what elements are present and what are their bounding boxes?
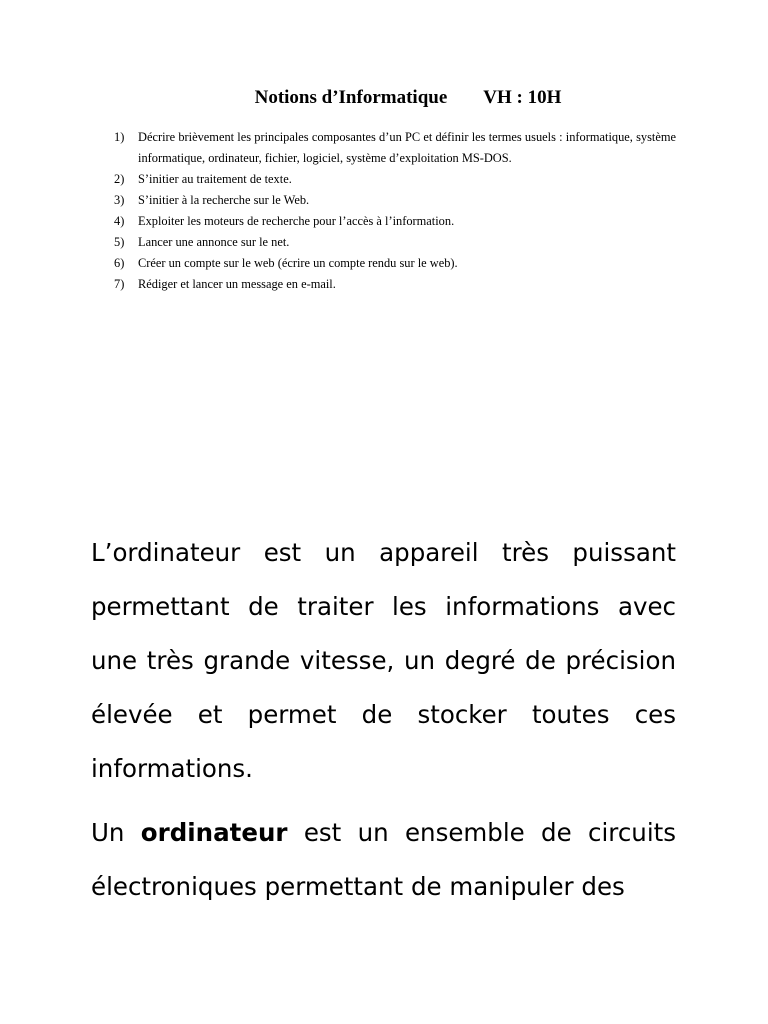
intro-paragraph: L’ordinateur est un appareil très puissant permettant de traiter les informations avec une très grande vitesse, un degré de précision élevée et permet de stocker toutes ces informations. bbox=[91, 538, 676, 783]
list-text: Rédiger et lancer un message en e-mail. bbox=[138, 277, 336, 291]
list-number: 5) bbox=[114, 235, 125, 249]
list-number: 3) bbox=[114, 193, 125, 207]
definition-prefix: Un bbox=[91, 818, 141, 847]
title-text: Notions d’Informatique bbox=[254, 87, 448, 108]
list-number: 4) bbox=[114, 214, 125, 228]
page-title bbox=[0, 86, 768, 110]
list-item bbox=[114, 253, 676, 274]
list-text: S’initier au traitement de texte. bbox=[138, 172, 292, 186]
list-text: Lancer une annonce sur le net. bbox=[138, 235, 290, 249]
list-item bbox=[114, 232, 676, 253]
objectives-list bbox=[114, 127, 676, 295]
list-number: 6) bbox=[114, 256, 125, 270]
list-item bbox=[114, 211, 676, 232]
list-number: 7) bbox=[114, 277, 125, 291]
list-item bbox=[114, 190, 676, 211]
definition-suffix: est un ensemble de circuits électroniques permettant de manipuler des bbox=[91, 818, 676, 901]
list-number: 1) bbox=[114, 130, 125, 144]
definition-term: ordinateur bbox=[140, 818, 288, 847]
list-number: 2) bbox=[114, 172, 125, 186]
list-item bbox=[114, 169, 676, 190]
list-text: Décrire brièvement les principales composantes d’un PC et définir les termes usuels : informatique, système informatique, ordinateur, fichier, logiciel, système d’exploitation MS-DOS. bbox=[138, 130, 676, 165]
definition-paragraph bbox=[91, 806, 676, 914]
list-text: S’initier à la recherche sur le Web. bbox=[138, 193, 310, 207]
list-text: Créer un compte sur le web (écrire un compte rendu sur le web). bbox=[138, 256, 458, 270]
list-item bbox=[114, 127, 676, 169]
hours-label: VH : 10H bbox=[483, 87, 562, 108]
list-item bbox=[114, 274, 676, 295]
list-text: Exploiter les moteurs de recherche pour l’accès à l’information. bbox=[138, 214, 455, 228]
